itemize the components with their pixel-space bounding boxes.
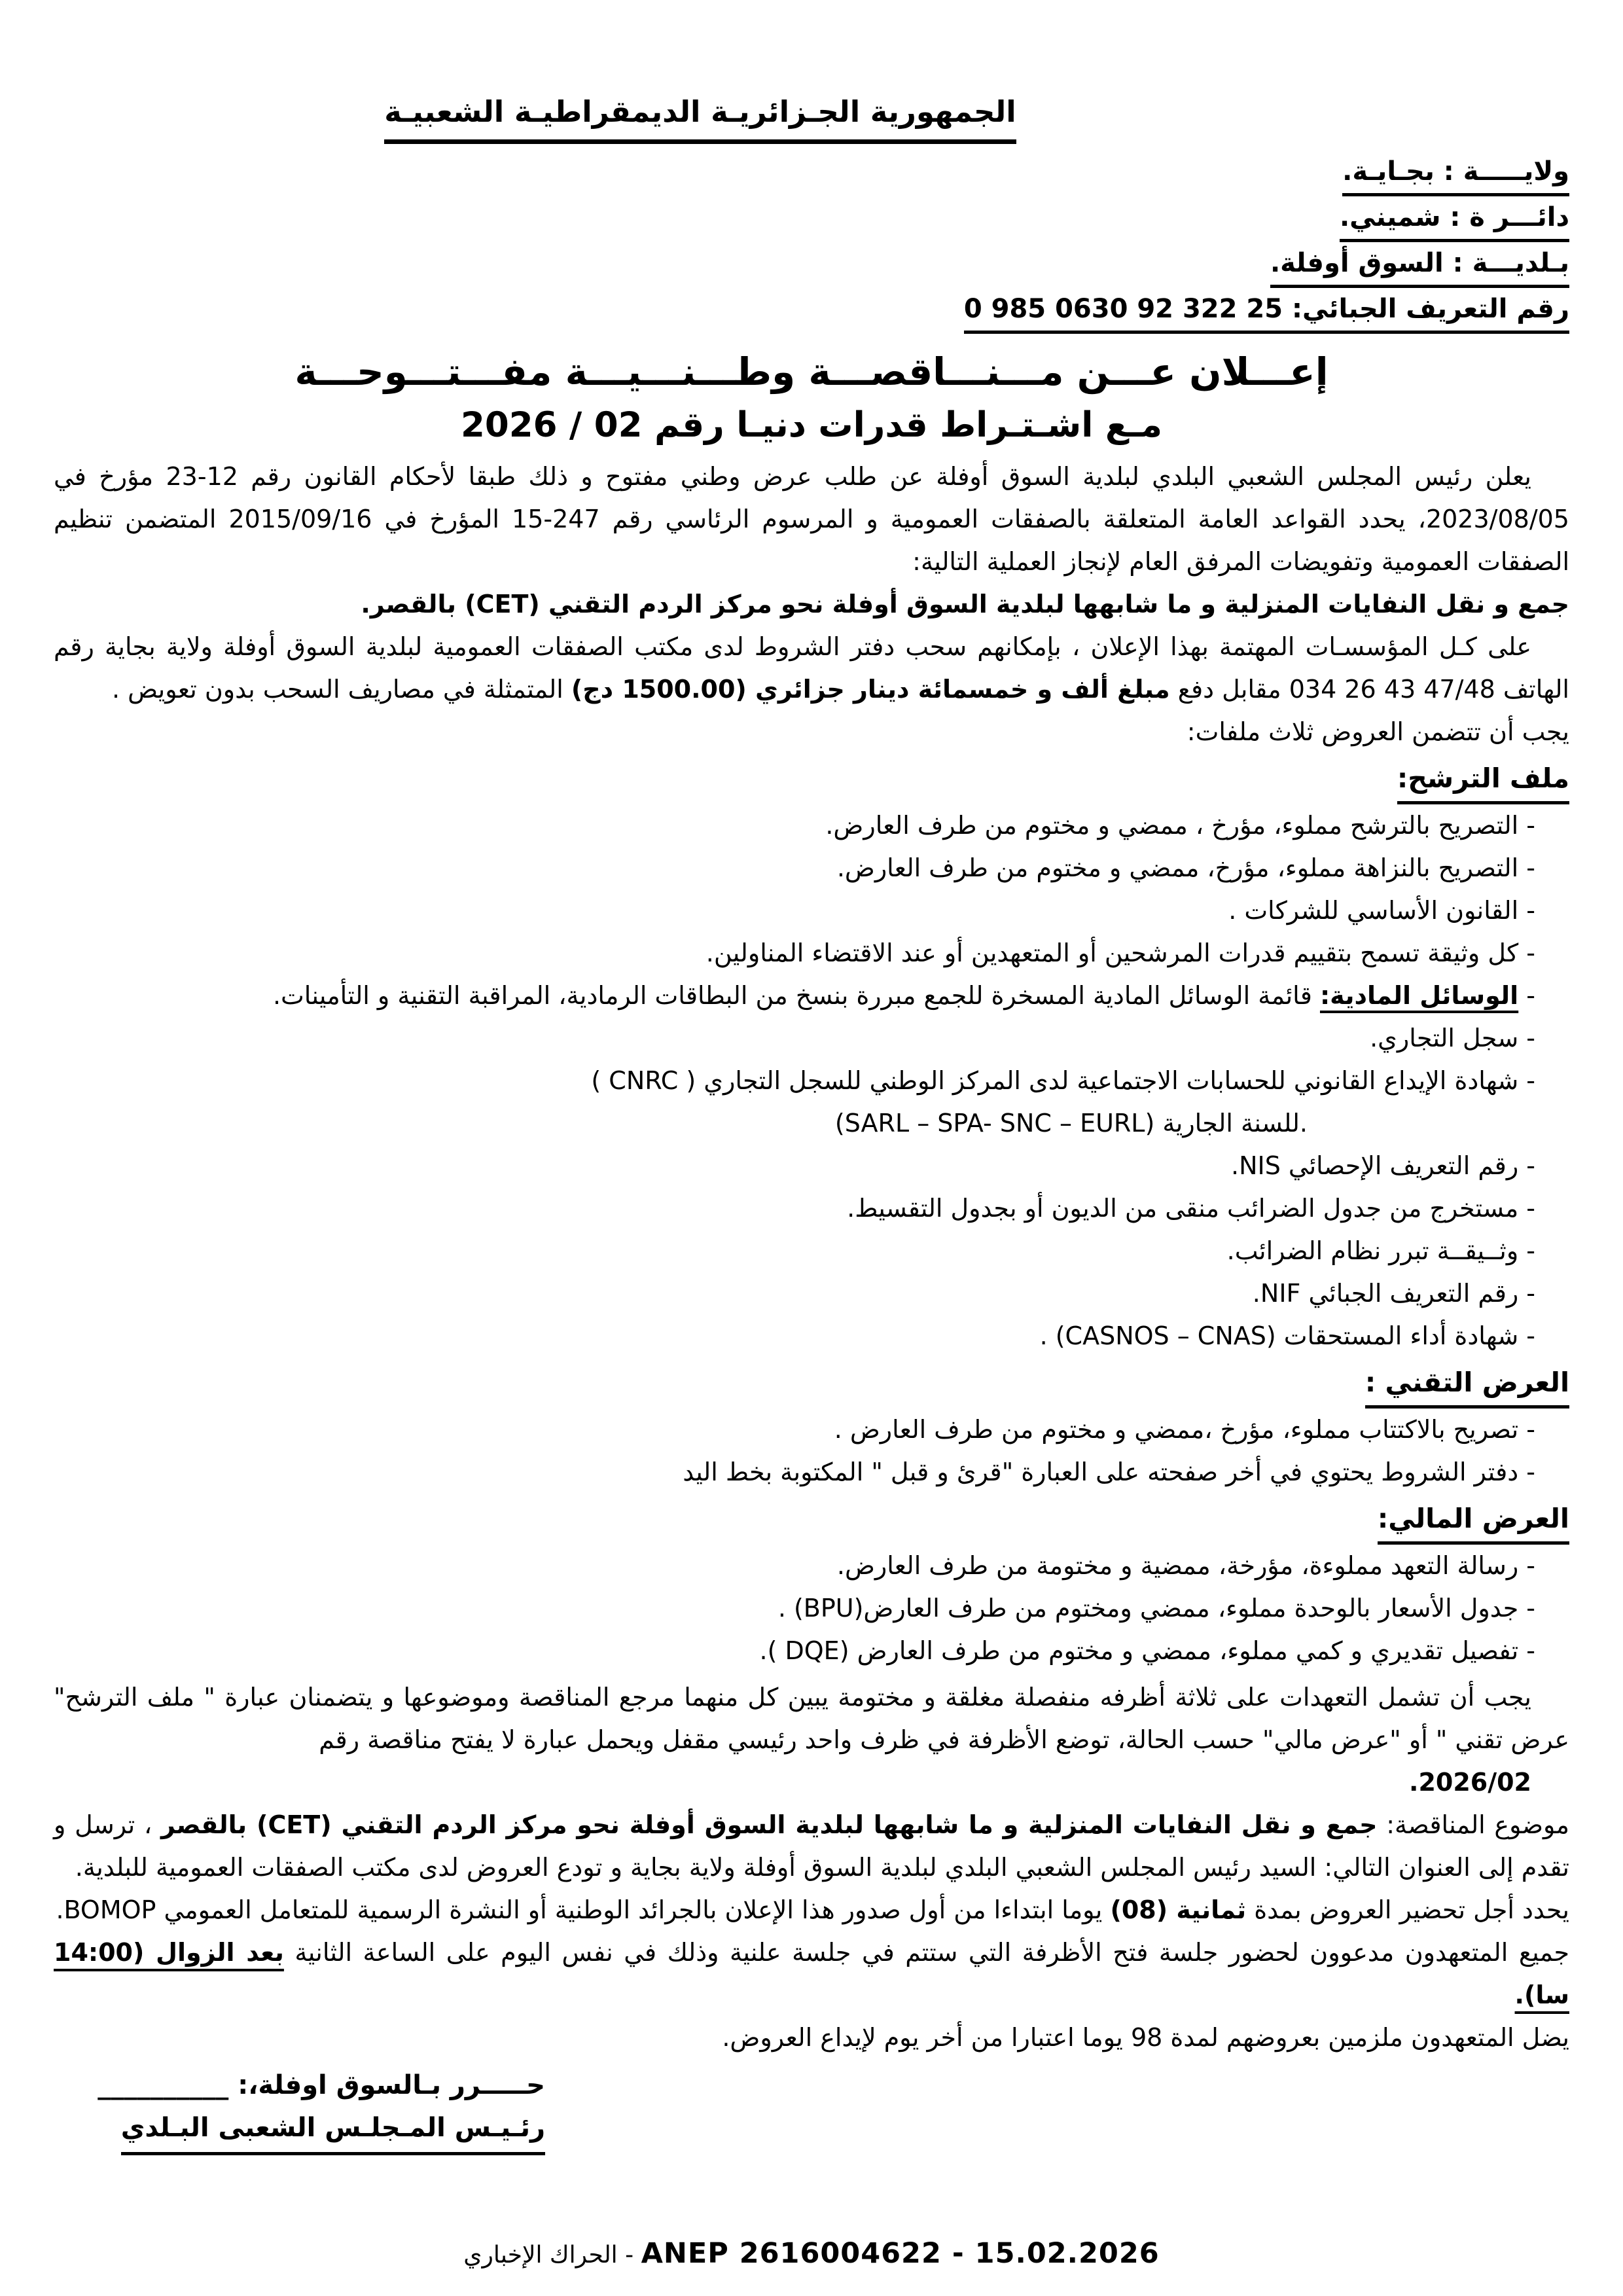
technical-offer-heading-row (54, 1361, 1569, 1408)
candidacy-item: - مستخرج من جدول الضرائب منقى من الديون أو بجدول التقسيط. (847, 1194, 1535, 1223)
candidacy-item: - رقم التعريف الإحصائي NIS. (1230, 1151, 1535, 1180)
tender-number: 2026/02. (1409, 1768, 1531, 1797)
tender-title-line2: مـع اشـتـراط قدرات دنيـا رقم 02 / 2026 (460, 405, 1163, 445)
validity-line: يضل المتعهدون ملزمين بعروضهم لمدة 98 يوما اعتبارا من أخر يوم لإيداع العروض. (722, 2023, 1569, 2052)
subject-paragraph (54, 1804, 1569, 1889)
signature-title-line: رئـيـس المـجلـس الشعبى البـلدي (121, 2107, 545, 2155)
republic-title-row (0, 90, 1458, 144)
candidacy-item: - سجل التجاري. (1370, 1024, 1535, 1052)
candidacy-file-heading: ملف الترشح: (1397, 757, 1569, 804)
deadline-post-text: يوما ابتداءا من أول صدور هذا الإعلان بالجرائد الوطنية أو النشرة الرسمية للمتعامل العمومي BOMOP. (56, 1895, 1111, 1924)
footer-source: الحراك الإخباري (463, 2242, 618, 2269)
offers-note-line: يجب أن تتضمن العروض ثلاث ملفات: (1186, 717, 1569, 746)
financial-offer-item: - تفصيل تقديري و كمي مملوء، ممضي و مختوم من طرف العارض (DQE ). (759, 1636, 1535, 1665)
daira-row (54, 196, 1569, 242)
withdrawal-post-text: المتمثلة في مصاريف السحب بدون تعويض . (111, 675, 571, 704)
candidacy-item: - التصريح بالنزاهة مملوء، مؤرخ، ممضي و مختوم من طرف العارض. (836, 853, 1535, 882)
deadline-paragraph (54, 1889, 1569, 1931)
operation-title-line: جمع و نقل النفايات المنزلية و ما شابهها لبلدية السوق أوفلة نحو مركز الردم التقني (CET) بالقصر. (361, 590, 1569, 619)
wilaya-line: ولايـــــة : بجـايـة. (1342, 151, 1569, 196)
candidacy-file-heading-row (54, 757, 1569, 804)
deadline-pre-text: يحدد أجل تحضير العروض بمدة (1246, 1895, 1569, 1924)
deadline-duration: ثمانية (08) (1110, 1895, 1247, 1924)
tax-id-line: رقم التعريف الجبائي: 25 322 92 0630 985 0 (964, 288, 1569, 334)
footer-separator: - (617, 2242, 641, 2269)
tender-title-line1: إعـــلان عـــن مـــنـــاقصـــة وطـــنـــيـــة مفـــتـــوحـــة (294, 350, 1329, 394)
tax-id-row (54, 288, 1569, 334)
republic-title: الجمهورية الجـزائريـة الديمقراطيـة الشعبيـة (384, 90, 1016, 144)
financial-offer-heading: العرض المالي: (1378, 1498, 1569, 1545)
signature-block (98, 2064, 545, 2155)
candidacy-item: - القانون الأساسي للشركات . (1228, 896, 1535, 925)
intro-paragraph: يعلن رئيس المجلس الشعبي البلدي لبلدية السوق أوفلة عن طلب عرض وطني مفتوح و ذلك طبقا لأحكام القانون رقم 12-23 مؤرخ في 2023/08/05، يحدد القواعد العامة المتعلقة بالصفقات العمومية و المرسوم الرئاسي رقم 247-15 المؤرخ في 2015/09/16 المتضمن تنظيم الصفقات العمومية وتفويضات المرفق العام لإنجاز العملية التالية: (54, 462, 1569, 576)
financial-offer-item: - رسالة التعهد مملوءة، مؤرخة، ممضية و مختومة من طرف العارض. (836, 1551, 1535, 1580)
subject-operation: جمع و نقل النفايات المنزلية و ما شابهها لبلدية السوق أوفلة نحو مركز الردم التقني (CET) بالقصر (160, 1810, 1378, 1839)
commune-line: بـلديـــة : السوق أوفلة. (1270, 242, 1569, 288)
subject-post-text: ، ترسل و تقدم إلى العنوان التالي: السيد رئيس المجلس الشعبي البلدي لبلدية السوق أوفلة ولاية بجاية و تودع العروض لدى مكتب الصفقات العمومية للبلدية. (54, 1810, 1569, 1882)
candidacy-item: - كل وثيقة تسمح بتقييم قدرات المرشحين أو المتعهدين أو عند الاقتضاء المناولين. (705, 939, 1535, 967)
opening-pre-text: جميع المتعهدون مدعوون لحضور جلسة فتح الأظرفة التي ستتم في جلسة علنية وذلك في نفس اليوم على الساعة الثانية (283, 1938, 1569, 1967)
withdrawal-pre-text: على كـل المؤسسـات المهتمة بهذا الإعلان ، بإمكانهم سحب دفتر الشروط لدى مكتب الصفقات العمومية لبلدية السوق أوفلة ولاية بجاية رقم الهاتف 47/48 43 26 034 مقابل دفع (54, 632, 1569, 704)
withdrawal-paragraph (54, 626, 1569, 711)
candidacy-item: - شهادة أداء المستحقات (CASNOS – CNAS) . (1039, 1321, 1535, 1350)
envelopes-text: يجب أن تشمل التعهدات على ثلاثة أظرفه منفصلة مغلقة و مختومة يبين كل منهما مرجع المناقصة وموضوعها و يتضمنان عبارة " ملف الترشح" عرض تقني " أو "عرض مالي" حسب الحالة، توضع الأظرفة في ظرف واحد رئيسي مقفل ويحمل عبارة لا يفتح مناقصة رقم (54, 1683, 1569, 1754)
candidacy-item-sarl-continuation: (SARL – SPA- SNC – EURL) للسنة الجارية. (834, 1109, 1308, 1138)
opening-session-paragraph (54, 1931, 1569, 2017)
candidacy-item: - وثــيقــة تبرر نظام الضرائب. (1226, 1236, 1535, 1265)
candidacy-item: - التصريح بالترشح مملوء، مؤرخ ، ممضي و مختوم من طرف العارض. (825, 811, 1535, 840)
footer-anep-reference: ANEP 2616004622 - 15.02.2026 (641, 2237, 1160, 2270)
technical-offer-item: - تصريح بالاكتتاب مملوء، مؤرخ ،ممضي و مختوم من طرف العارض . (834, 1415, 1535, 1444)
anep-footer (0, 2233, 1623, 2276)
signature-title-row (98, 2107, 545, 2155)
technical-offer-item: - دفتر الشروط يحتوي في أخر صفحته على العبارة "قرئ و قبل " المكتوبة بخط اليد (683, 1458, 1535, 1486)
financial-offer-heading-row (54, 1498, 1569, 1545)
daira-line: دائـــر ة : شميني. (1340, 196, 1569, 242)
material-means-dash: - (1518, 981, 1535, 1010)
wilaya-row (54, 151, 1569, 196)
candidacy-item: - رقم التعريف الجبائي NIF. (1252, 1279, 1535, 1308)
envelopes-paragraph (54, 1676, 1569, 1804)
admin-header-block (54, 151, 1569, 334)
material-means-lead: الوسائل المادية: (1319, 981, 1519, 1010)
financial-offer-item: - جدول الأسعار بالوحدة مملوء، ممضي ومختوم من طرف العارض(BPU) . (777, 1594, 1535, 1623)
material-means-text: قائمة الوسائل المادية المسخرة للجمع مبررة بنسخ من البطاقات الرمادية، المراقبة التقنية و التأمينات. (272, 981, 1320, 1010)
technical-offer-heading: العرض التقني : (1365, 1361, 1569, 1408)
opening-time: بعد الزوال (14:00 سا). (54, 1938, 1569, 2009)
subject-lead: موضوع المناقصة: (1377, 1810, 1569, 1839)
candidacy-item-cnrc: - شهادة الإيداع القانوني للحسابات الاجتماعية لدى المركز الوطني للسجل التجاري ( CNRC ) (591, 1066, 1535, 1095)
candidacy-item-material-means (54, 975, 1569, 1017)
withdrawal-amount: مبلغ ألف و خمسمائة دينار جزائري (1500.00 دج) (571, 675, 1170, 704)
commune-row (54, 242, 1569, 288)
signature-place-line: حـــــرر بـالسوق اوفلة،: __________ (98, 2070, 545, 2100)
